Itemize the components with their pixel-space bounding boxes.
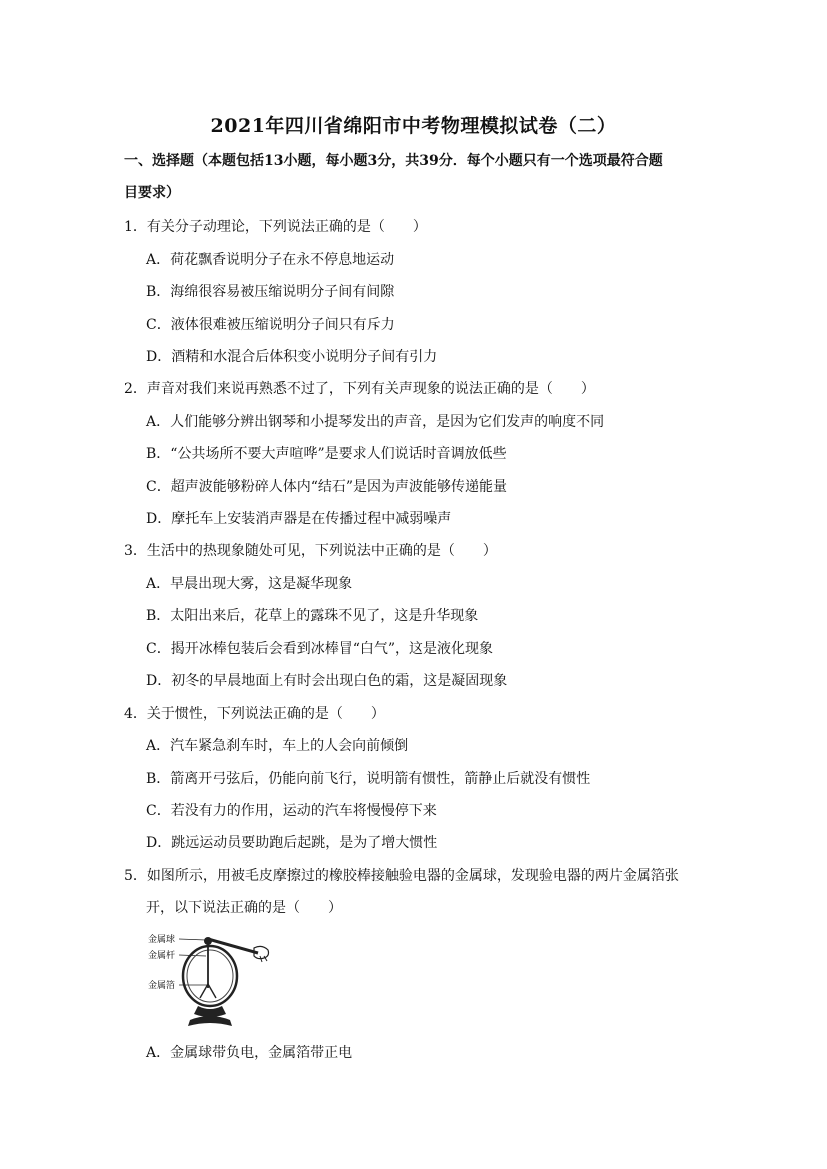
label-metal-foil: 金属箔 [148,981,176,991]
section-heading-line2: 目要求） [124,185,180,201]
question-1-option-d: D．酒精和水混合后体积变小说明分子间有引力 [146,349,438,365]
label-metal-ball: 金属球 [148,935,176,945]
question-2-stem: 2．声音对我们来说再熟悉不过了，下列有关声现象的说法正确的是（ ） [124,381,595,397]
section-heading-line1: 一、选择题（本题包括13小题，每小题3分，共39分．每个小题只有一个选项最符合题 [124,153,663,169]
question-4-option-b: B．箭离开弓弦后，仍能向前飞行，说明箭有惯性，箭静止后就没有惯性 [146,771,591,787]
question-5-stem-line2: 开，以下说法正确的是（ ） [146,900,342,916]
question-3-option-c: C．揭开冰棒包装后会看到冰棒冒“白气”，这是液化现象 [146,641,494,657]
question-2-option-c: C．超声波能够粉碎人体内“结石”是因为声波能够传递能量 [146,479,508,495]
question-4-stem: 4．关于惯性，下列说法正确的是（ ） [124,706,385,722]
question-1-option-c: C．液体很难被压缩说明分子间只有斥力 [146,317,395,333]
question-4-option-d: D．跳远运动员要助跑后起跳，是为了增大惯性 [146,835,438,851]
glass-bottle-shape [183,946,237,1006]
question-3-option-a: A．早晨出现大雾，这是凝华现象 [146,576,353,592]
section-heading [124,145,724,209]
question-1-option-b: B．海绵很容易被压缩说明分子间有间隙 [146,284,395,300]
question-4-option-a: A．汽车紧急刹车时，车上的人会向前倾倒 [146,738,409,754]
question-1-option-a: A．荷花飘香说明分子在永不停息地运动 [146,252,395,268]
question-2-option-b: B．“公共场所不要大声喧哗”是要求人们说话时音调放低些 [146,446,507,462]
question-2-option-d: D．摩托车上安装消声器是在传播过程中减弱噪声 [146,511,452,527]
question-3-option-b: B．太阳出来后，花草上的露珠不见了，这是升华现象 [146,608,479,624]
question-3-stem: 3．生活中的热现象随处可见，下列说法中正确的是（ ） [124,543,497,559]
electroscope-diagram [146,926,276,1032]
electroscope-figure [146,926,276,1032]
page-title: 2021年四川省绵阳市中考物理模拟试卷（二） [210,115,617,137]
label-metal-rod: 金属杆 [148,951,176,961]
question-2-option-a: A．人们能够分辨出钢琴和小提琴发出的声音，是因为它们发声的响度不同 [146,414,605,430]
question-5-stem-line1: 5．如图所示，用被毛皮摩擦过的橡胶棒接触验电器的金属球，发现验电器的两片金属箔张 [124,868,679,884]
question-3-option-d: D．初冬的早晨地面上有时会出现白色的霜，这是凝固现象 [146,673,508,689]
question-5-option-a: A．金属球带负电，金属箔带正电 [146,1045,353,1061]
question-4-option-c: C．若没有力的作用，运动的汽车将慢慢停下来 [146,803,437,819]
question-1-stem: 1．有关分子动理论，下列说法正确的是（ ） [124,219,427,235]
stand-shape [194,1006,226,1017]
